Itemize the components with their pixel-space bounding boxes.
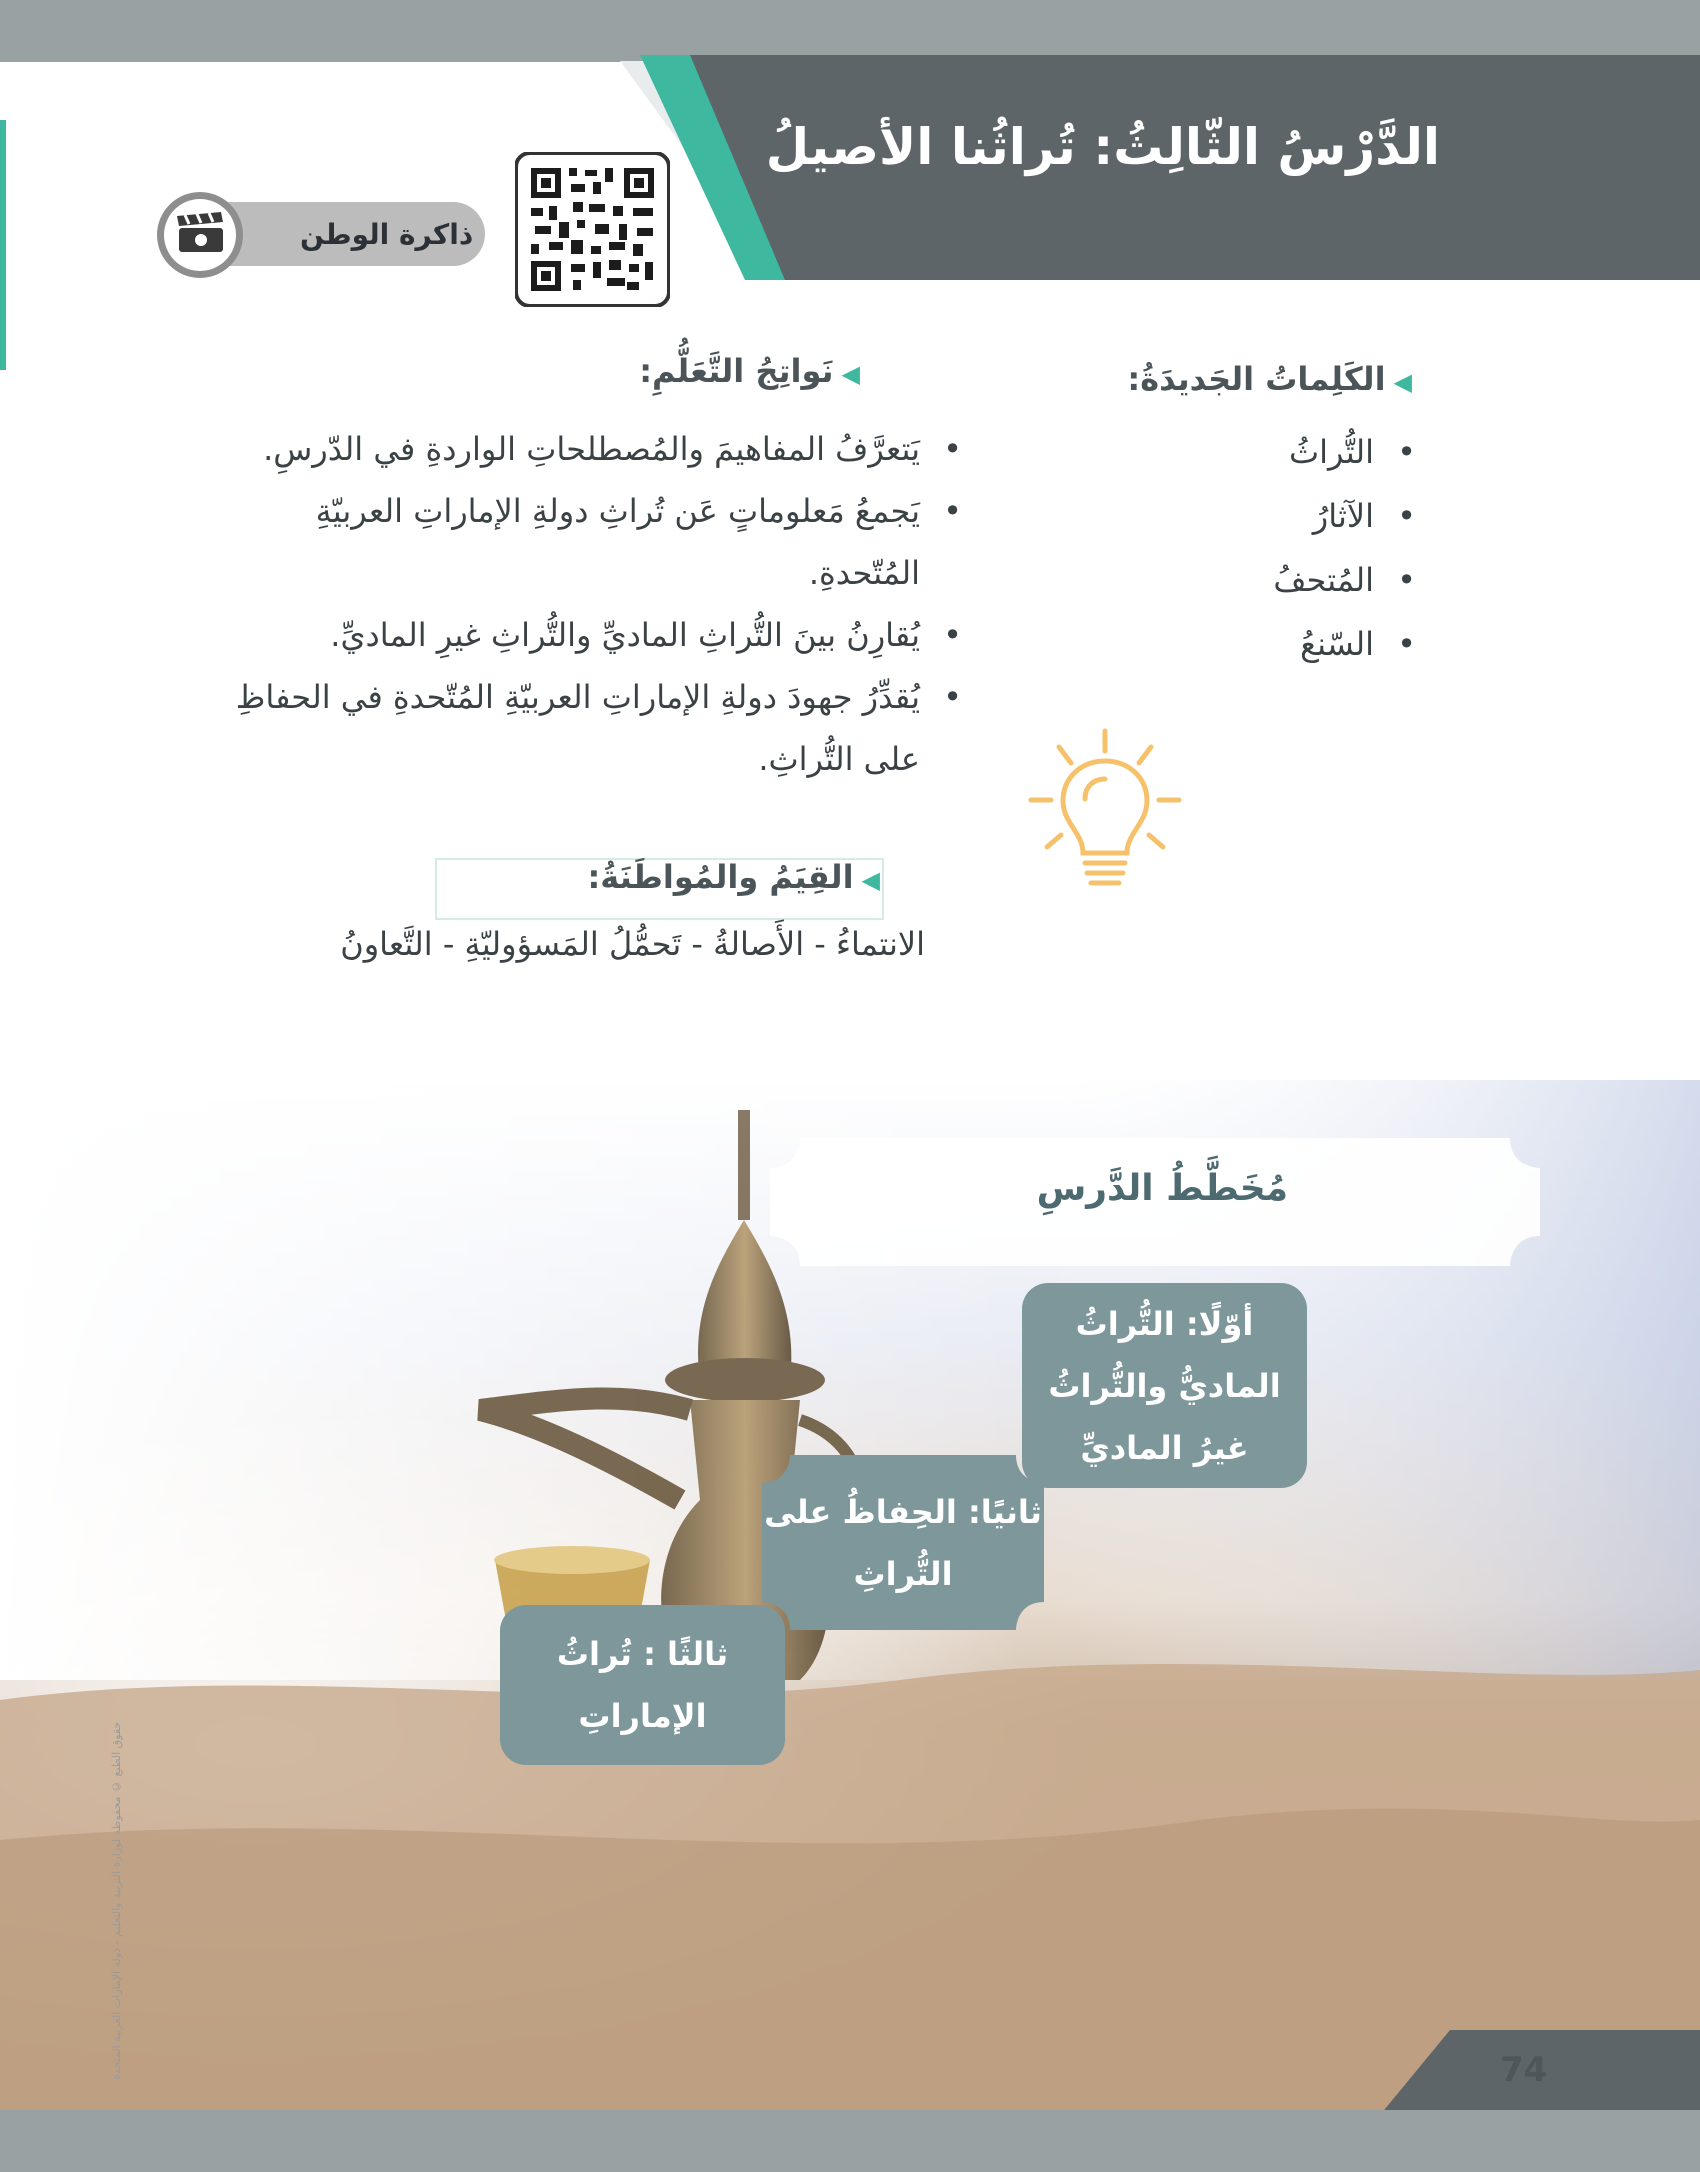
values-text: الانتماءُ - الأَصالةُ - تَحمُّلُ المَسؤوليّةِ - التَّعاونُ [340,925,925,963]
outcome-item: • يَجمعُ مَعلوماتٍ عَن تُراثِ دولةِ الإماراتِ العربيّةِ المُتّحدةِ. [222,480,962,604]
plan-card-2[interactable]: ثانيًا: الحِفاظُ على التُّراثِ [764,1492,1042,1593]
outcome-item: • يَتعرَّفُ المفاهيمَ والمُصطلحاتِ الواردةِ في الدّرسِ. [222,418,962,480]
qr-code-icon[interactable] [515,152,670,307]
outcomes-heading [639,352,860,390]
values-heading-text: القِيَمُ والمُواطَنَةُ: [587,858,854,896]
light-bulb-icon [1025,725,1185,900]
lesson-title: الدَّرْسُ الثّالِثُ: تُراثُنا الأصيلُ [765,118,1440,176]
keyword-item: • الآثارُ [1156,484,1416,548]
plan-card-3[interactable]: ثالثًا : تُراثُ الإماراتِ [500,1605,785,1765]
triangle-marker-icon: ◀ [1393,368,1412,396]
keyword-item: • المُتحفُ [1156,548,1416,612]
page-number: 74 [1500,2050,1548,2090]
plan-title: مُخَطَّطُ الدَّرسِ [1036,1168,1288,1209]
outcomes-heading-text: نَواتِجُ التَّعَلُّمِ: [639,352,834,390]
top-band [0,0,1700,62]
footer-band [0,2110,1700,2172]
keywords-heading [1127,360,1412,398]
outcome-item: • يُقارِنُ بينَ التُّراثِ الماديِّ والتُّراثِ غيرِ الماديِّ. [222,604,962,666]
copyright-text: حقوق الطبع © محفوظة لوزارة التربية والتعليم - دولة الإمارات العربية المتحدة [110,1721,123,2080]
values-heading [587,858,880,896]
outcomes-list [222,418,962,790]
keyword-item: • السّنعُ [1156,612,1416,676]
triangle-marker-icon: ◀ [841,360,860,388]
plan-card-1[interactable]: أوّلًا: التُّراثُ الماديُّ والتُّراثُ غيرُ الماديِّ [1022,1283,1307,1488]
edge-accent-bar [0,120,6,370]
keyword-item: • التُّراثُ [1156,420,1416,484]
keywords-list [1156,420,1416,676]
keywords-heading-text: الكَلِماتُ الجَديدَةُ: [1127,360,1386,398]
video-clapper-icon [177,212,223,252]
triangle-marker-icon: ◀ [861,866,880,894]
memory-label: ذاكرة الوطن [300,218,474,251]
outcome-item: • يُقدِّرُ جهودَ دولةِ الإماراتِ العربيّةِ المُتّحدةِ في الحفاظِ على التُّراثِ. [222,666,962,790]
